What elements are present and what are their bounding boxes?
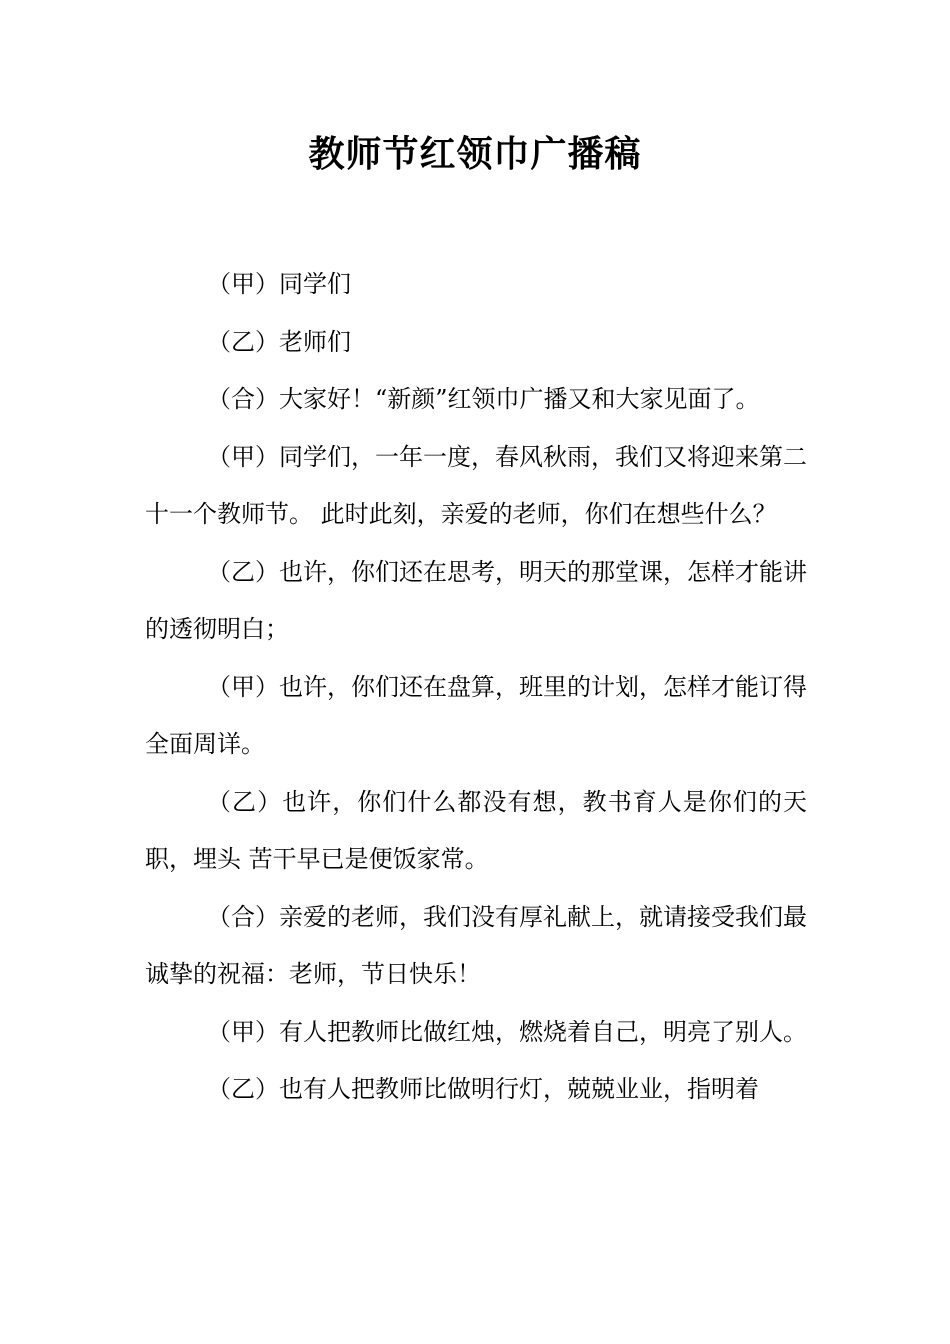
paragraph: （乙）也许，你们还在思考，明天的那堂课，怎样才能讲的透彻明白； [145, 557, 807, 643]
paragraph: （合）亲爱的老师，我们没有厚礼献上，就请接受我们最诚挚的祝福：老师，节日快乐！ [145, 902, 807, 988]
paragraph: （甲）有人把教师比做红烛，燃烧着自己，明亮了别人。 [207, 1017, 807, 1046]
paragraph: （甲）也许，你们还在盘算，班里的计划，怎样才能订得全面周详。 [145, 672, 807, 758]
paragraph: （甲）同学们 [207, 270, 351, 298]
paragraph: （乙）老师们 [207, 327, 351, 356]
document-body [145, 256, 807, 1119]
paragraph: （乙）也许，你们什么都没有想，教书育人是你们的天职，埋头 苦干早已是便饭家常。 [145, 787, 807, 873]
document-title: 教师节红领巾广播稿 [308, 133, 642, 175]
paragraph: （乙）也有人把教师比做明行灯，兢兢业业，指明着 [207, 1075, 759, 1103]
paragraph: （合）大家好！“新颜”红领巾广播又和大家见面了。 [207, 385, 760, 413]
paragraph: （甲）同学们，一年一度，春风秋雨，我们又将迎来第二十一个教师节。 此时此刻，亲爱的老师，你们在想些什么？ [145, 442, 807, 528]
